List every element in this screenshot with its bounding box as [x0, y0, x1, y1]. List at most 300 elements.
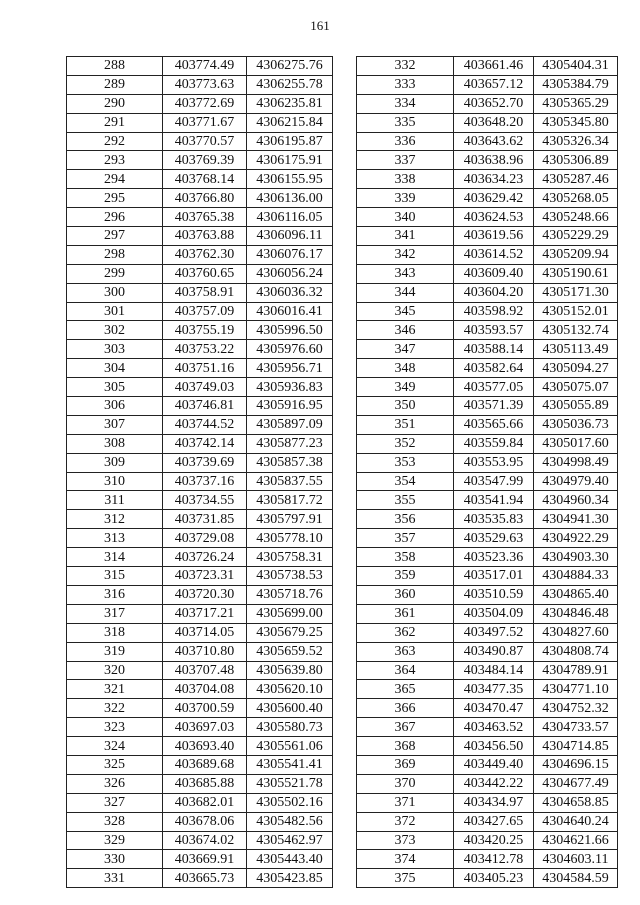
coordinates-table-left	[66, 56, 333, 888]
y-coordinate-cell: 4305306.89	[534, 151, 618, 170]
x-coordinate-cell: 403697.03	[163, 718, 247, 737]
table-row	[67, 567, 333, 586]
y-coordinate-cell: 4306255.78	[247, 75, 333, 94]
x-coordinate-cell: 403762.30	[163, 245, 247, 264]
point-number-cell: 363	[357, 642, 454, 661]
table-row	[67, 75, 333, 94]
y-coordinate-cell: 4304846.48	[534, 604, 618, 623]
point-number-cell: 353	[357, 453, 454, 472]
point-number-cell: 365	[357, 680, 454, 699]
y-coordinate-cell: 4305365.29	[534, 94, 618, 113]
y-coordinate-cell: 4305580.73	[247, 718, 333, 737]
x-coordinate-cell: 403763.88	[163, 227, 247, 246]
x-coordinate-cell: 403758.91	[163, 283, 247, 302]
table-row	[67, 831, 333, 850]
x-coordinate-cell: 403689.68	[163, 755, 247, 774]
table-row	[357, 227, 618, 246]
x-coordinate-cell: 403768.14	[163, 170, 247, 189]
point-number-cell: 355	[357, 491, 454, 510]
y-coordinate-cell: 4304677.49	[534, 774, 618, 793]
table-row	[357, 623, 618, 642]
x-coordinate-cell: 403588.14	[454, 340, 534, 359]
x-coordinate-cell: 403559.84	[454, 434, 534, 453]
x-coordinate-cell: 403770.57	[163, 132, 247, 151]
table-row	[67, 699, 333, 718]
point-number-cell: 364	[357, 661, 454, 680]
table-row	[357, 378, 618, 397]
y-coordinate-cell: 4306215.84	[247, 113, 333, 132]
point-number-cell: 368	[357, 737, 454, 756]
coordinates-table-right	[356, 56, 618, 888]
point-number-cell: 323	[67, 718, 163, 737]
x-coordinate-cell: 403609.40	[454, 264, 534, 283]
x-coordinate-cell: 403643.62	[454, 132, 534, 151]
point-number-cell: 306	[67, 397, 163, 416]
x-coordinate-cell: 403442.22	[454, 774, 534, 793]
x-coordinate-cell: 403765.38	[163, 208, 247, 227]
point-number-cell: 310	[67, 472, 163, 491]
point-number-cell: 292	[67, 132, 163, 151]
table-row	[357, 850, 618, 869]
point-number-cell: 314	[67, 548, 163, 567]
x-coordinate-cell: 403739.69	[163, 453, 247, 472]
y-coordinate-cell: 4305996.50	[247, 321, 333, 340]
x-coordinate-cell: 403774.49	[163, 57, 247, 76]
point-number-cell: 357	[357, 529, 454, 548]
y-coordinate-cell: 4304771.10	[534, 680, 618, 699]
table-row	[357, 774, 618, 793]
y-coordinate-cell: 4306056.24	[247, 264, 333, 283]
x-coordinate-cell: 403434.97	[454, 793, 534, 812]
y-coordinate-cell: 4305738.53	[247, 567, 333, 586]
table-row	[67, 321, 333, 340]
table-row	[67, 680, 333, 699]
point-number-cell: 298	[67, 245, 163, 264]
point-number-cell: 341	[357, 227, 454, 246]
y-coordinate-cell: 4305639.80	[247, 661, 333, 680]
table-row	[67, 245, 333, 264]
point-number-cell: 358	[357, 548, 454, 567]
y-coordinate-cell: 4305171.30	[534, 283, 618, 302]
point-number-cell: 342	[357, 245, 454, 264]
x-coordinate-cell: 403412.78	[454, 850, 534, 869]
x-coordinate-cell: 403737.16	[163, 472, 247, 491]
x-coordinate-cell: 403484.14	[454, 661, 534, 680]
x-coordinate-cell: 403772.69	[163, 94, 247, 113]
table-row	[67, 529, 333, 548]
x-coordinate-cell: 403771.67	[163, 113, 247, 132]
x-coordinate-cell: 403470.47	[454, 699, 534, 718]
point-number-cell: 356	[357, 510, 454, 529]
x-coordinate-cell: 403577.05	[454, 378, 534, 397]
x-coordinate-cell: 403773.63	[163, 75, 247, 94]
y-coordinate-cell: 4305482.56	[247, 812, 333, 831]
point-number-cell: 288	[67, 57, 163, 76]
y-coordinate-cell: 4305541.41	[247, 755, 333, 774]
y-coordinate-cell: 4304584.59	[534, 869, 618, 888]
point-number-cell: 316	[67, 585, 163, 604]
y-coordinate-cell: 4305521.78	[247, 774, 333, 793]
table-row	[67, 397, 333, 416]
x-coordinate-cell: 403598.92	[454, 302, 534, 321]
y-coordinate-cell: 4305857.38	[247, 453, 333, 472]
y-coordinate-cell: 4304998.49	[534, 453, 618, 472]
table-row	[67, 415, 333, 434]
point-number-cell: 338	[357, 170, 454, 189]
point-number-cell: 375	[357, 869, 454, 888]
y-coordinate-cell: 4306175.91	[247, 151, 333, 170]
x-coordinate-cell: 403504.09	[454, 604, 534, 623]
x-coordinate-cell: 403614.52	[454, 245, 534, 264]
point-number-cell: 317	[67, 604, 163, 623]
y-coordinate-cell: 4306136.00	[247, 189, 333, 208]
table-row	[67, 189, 333, 208]
y-coordinate-cell: 4305877.23	[247, 434, 333, 453]
point-number-cell: 362	[357, 623, 454, 642]
table-row	[357, 170, 618, 189]
table-row	[67, 472, 333, 491]
table-row	[357, 718, 618, 737]
point-number-cell: 340	[357, 208, 454, 227]
table-row	[357, 548, 618, 567]
y-coordinate-cell: 4305287.46	[534, 170, 618, 189]
table-row	[357, 642, 618, 661]
table-row	[67, 264, 333, 283]
x-coordinate-cell: 403678.06	[163, 812, 247, 831]
y-coordinate-cell: 4306155.95	[247, 170, 333, 189]
y-coordinate-cell: 4305036.73	[534, 415, 618, 434]
x-coordinate-cell: 403565.66	[454, 415, 534, 434]
x-coordinate-cell: 403717.21	[163, 604, 247, 623]
table-row	[357, 812, 618, 831]
point-number-cell: 295	[67, 189, 163, 208]
x-coordinate-cell: 403652.70	[454, 94, 534, 113]
x-coordinate-cell: 403766.80	[163, 189, 247, 208]
x-coordinate-cell: 403707.48	[163, 661, 247, 680]
table-row	[67, 774, 333, 793]
x-coordinate-cell: 403593.57	[454, 321, 534, 340]
x-coordinate-cell: 403619.56	[454, 227, 534, 246]
point-number-cell: 371	[357, 793, 454, 812]
point-number-cell: 297	[67, 227, 163, 246]
table-row	[67, 585, 333, 604]
point-number-cell: 289	[67, 75, 163, 94]
x-coordinate-cell: 403523.36	[454, 548, 534, 567]
page-number: 161	[310, 18, 330, 33]
x-coordinate-cell: 403753.22	[163, 340, 247, 359]
point-number-cell: 322	[67, 699, 163, 718]
x-coordinate-cell: 403661.46	[454, 57, 534, 76]
point-number-cell: 312	[67, 510, 163, 529]
table-row	[67, 113, 333, 132]
table-row	[357, 264, 618, 283]
point-number-cell: 294	[67, 170, 163, 189]
y-coordinate-cell: 4305956.71	[247, 359, 333, 378]
table-row	[67, 812, 333, 831]
point-number-cell: 360	[357, 585, 454, 604]
x-coordinate-cell: 403720.30	[163, 585, 247, 604]
point-number-cell: 305	[67, 378, 163, 397]
table-row	[357, 567, 618, 586]
point-number-cell: 324	[67, 737, 163, 756]
y-coordinate-cell: 4304960.34	[534, 491, 618, 510]
point-number-cell: 345	[357, 302, 454, 321]
x-coordinate-cell: 403714.05	[163, 623, 247, 642]
table-row	[67, 378, 333, 397]
y-coordinate-cell: 4304941.30	[534, 510, 618, 529]
point-number-cell: 367	[357, 718, 454, 737]
table-row	[357, 208, 618, 227]
y-coordinate-cell: 4305600.40	[247, 699, 333, 718]
y-coordinate-cell: 4305462.97	[247, 831, 333, 850]
y-coordinate-cell: 4305837.55	[247, 472, 333, 491]
y-coordinate-cell: 4306195.87	[247, 132, 333, 151]
table-row	[67, 623, 333, 642]
y-coordinate-cell: 4304696.15	[534, 755, 618, 774]
y-coordinate-cell: 4305976.60	[247, 340, 333, 359]
x-coordinate-cell: 403723.31	[163, 567, 247, 586]
table-row	[67, 227, 333, 246]
y-coordinate-cell: 4305075.07	[534, 378, 618, 397]
table-row	[67, 283, 333, 302]
point-number-cell: 361	[357, 604, 454, 623]
y-coordinate-cell: 4306096.11	[247, 227, 333, 246]
y-coordinate-cell: 4305443.40	[247, 850, 333, 869]
y-coordinate-cell: 4304658.85	[534, 793, 618, 812]
table-row	[67, 94, 333, 113]
y-coordinate-cell: 4305423.85	[247, 869, 333, 888]
y-coordinate-cell: 4305659.52	[247, 642, 333, 661]
y-coordinate-cell: 4305404.31	[534, 57, 618, 76]
table-row	[357, 755, 618, 774]
y-coordinate-cell: 4305017.60	[534, 434, 618, 453]
y-coordinate-cell: 4305620.10	[247, 680, 333, 699]
x-coordinate-cell: 403629.42	[454, 189, 534, 208]
table-row	[67, 340, 333, 359]
y-coordinate-cell: 4306016.41	[247, 302, 333, 321]
x-coordinate-cell: 403582.64	[454, 359, 534, 378]
y-coordinate-cell: 4305817.72	[247, 491, 333, 510]
point-number-cell: 301	[67, 302, 163, 321]
point-number-cell: 303	[67, 340, 163, 359]
point-number-cell: 334	[357, 94, 454, 113]
table-row	[357, 75, 618, 94]
table-row	[357, 94, 618, 113]
point-number-cell: 308	[67, 434, 163, 453]
x-coordinate-cell: 403427.65	[454, 812, 534, 831]
x-coordinate-cell: 403749.03	[163, 378, 247, 397]
table-row	[67, 793, 333, 812]
point-number-cell: 290	[67, 94, 163, 113]
table-row	[67, 869, 333, 888]
point-number-cell: 315	[67, 567, 163, 586]
point-number-cell: 339	[357, 189, 454, 208]
y-coordinate-cell: 4304640.24	[534, 812, 618, 831]
x-coordinate-cell: 403604.20	[454, 283, 534, 302]
table-row	[67, 737, 333, 756]
table-row	[67, 170, 333, 189]
x-coordinate-cell: 403477.35	[454, 680, 534, 699]
point-number-cell: 291	[67, 113, 163, 132]
point-number-cell: 327	[67, 793, 163, 812]
x-coordinate-cell: 403704.08	[163, 680, 247, 699]
y-coordinate-cell: 4306275.76	[247, 57, 333, 76]
table-row	[67, 434, 333, 453]
x-coordinate-cell: 403490.87	[454, 642, 534, 661]
point-number-cell: 325	[67, 755, 163, 774]
y-coordinate-cell: 4305229.29	[534, 227, 618, 246]
table-row	[67, 453, 333, 472]
point-number-cell: 336	[357, 132, 454, 151]
point-number-cell: 346	[357, 321, 454, 340]
table-row	[357, 585, 618, 604]
y-coordinate-cell: 4305936.83	[247, 378, 333, 397]
table-row	[357, 604, 618, 623]
point-number-cell: 372	[357, 812, 454, 831]
table-row	[357, 321, 618, 340]
x-coordinate-cell: 403769.39	[163, 151, 247, 170]
y-coordinate-cell: 4304903.30	[534, 548, 618, 567]
y-coordinate-cell: 4304733.57	[534, 718, 618, 737]
x-coordinate-cell: 403571.39	[454, 397, 534, 416]
y-coordinate-cell: 4305152.01	[534, 302, 618, 321]
table-row	[357, 132, 618, 151]
y-coordinate-cell: 4305758.31	[247, 548, 333, 567]
x-coordinate-cell: 403760.65	[163, 264, 247, 283]
x-coordinate-cell: 403731.85	[163, 510, 247, 529]
point-number-cell: 332	[357, 57, 454, 76]
point-number-cell: 369	[357, 755, 454, 774]
y-coordinate-cell: 4304621.66	[534, 831, 618, 850]
x-coordinate-cell: 403463.52	[454, 718, 534, 737]
table-row	[357, 302, 618, 321]
point-number-cell: 319	[67, 642, 163, 661]
y-coordinate-cell: 4305132.74	[534, 321, 618, 340]
y-coordinate-cell: 4304789.91	[534, 661, 618, 680]
point-number-cell: 330	[67, 850, 163, 869]
table-row	[67, 359, 333, 378]
x-coordinate-cell: 403638.96	[454, 151, 534, 170]
point-number-cell: 309	[67, 453, 163, 472]
point-number-cell: 343	[357, 264, 454, 283]
table-row	[357, 453, 618, 472]
table-row	[357, 340, 618, 359]
x-coordinate-cell: 403449.40	[454, 755, 534, 774]
table-row	[67, 510, 333, 529]
point-number-cell: 321	[67, 680, 163, 699]
point-number-cell: 359	[357, 567, 454, 586]
y-coordinate-cell: 4305326.34	[534, 132, 618, 151]
table-row	[67, 604, 333, 623]
x-coordinate-cell: 403529.63	[454, 529, 534, 548]
table-row	[357, 113, 618, 132]
point-number-cell: 366	[357, 699, 454, 718]
x-coordinate-cell: 403669.91	[163, 850, 247, 869]
point-number-cell: 320	[67, 661, 163, 680]
point-number-cell: 333	[357, 75, 454, 94]
table-row	[357, 869, 618, 888]
y-coordinate-cell: 4305502.16	[247, 793, 333, 812]
x-coordinate-cell: 403700.59	[163, 699, 247, 718]
y-coordinate-cell: 4305797.91	[247, 510, 333, 529]
point-number-cell: 299	[67, 264, 163, 283]
point-number-cell: 352	[357, 434, 454, 453]
y-coordinate-cell: 4305055.89	[534, 397, 618, 416]
x-coordinate-cell: 403685.88	[163, 774, 247, 793]
table-row	[67, 850, 333, 869]
point-number-cell: 347	[357, 340, 454, 359]
x-coordinate-cell: 403510.59	[454, 585, 534, 604]
y-coordinate-cell: 4305718.76	[247, 585, 333, 604]
table-row	[357, 151, 618, 170]
y-coordinate-cell: 4304884.33	[534, 567, 618, 586]
table-row	[357, 189, 618, 208]
y-coordinate-cell: 4306036.32	[247, 283, 333, 302]
point-number-cell: 326	[67, 774, 163, 793]
y-coordinate-cell: 4306235.81	[247, 94, 333, 113]
x-coordinate-cell: 403734.55	[163, 491, 247, 510]
table-row	[357, 510, 618, 529]
x-coordinate-cell: 403665.73	[163, 869, 247, 888]
table-row	[357, 737, 618, 756]
point-number-cell: 373	[357, 831, 454, 850]
x-coordinate-cell: 403648.20	[454, 113, 534, 132]
x-coordinate-cell: 403729.08	[163, 529, 247, 548]
point-number-cell: 328	[67, 812, 163, 831]
table-row	[357, 793, 618, 812]
x-coordinate-cell: 403535.83	[454, 510, 534, 529]
y-coordinate-cell: 4305248.66	[534, 208, 618, 227]
y-coordinate-cell: 4304865.40	[534, 585, 618, 604]
table-row	[357, 415, 618, 434]
y-coordinate-cell: 4305113.49	[534, 340, 618, 359]
y-coordinate-cell: 4305190.61	[534, 264, 618, 283]
table-row	[67, 718, 333, 737]
point-number-cell: 335	[357, 113, 454, 132]
table-row	[357, 397, 618, 416]
table-row	[357, 472, 618, 491]
y-coordinate-cell: 4304827.60	[534, 623, 618, 642]
point-number-cell: 370	[357, 774, 454, 793]
table-row	[67, 548, 333, 567]
table-row	[67, 661, 333, 680]
point-number-cell: 350	[357, 397, 454, 416]
x-coordinate-cell: 403634.23	[454, 170, 534, 189]
point-number-cell: 296	[67, 208, 163, 227]
y-coordinate-cell: 4305268.05	[534, 189, 618, 208]
y-coordinate-cell: 4304922.29	[534, 529, 618, 548]
x-coordinate-cell: 403726.24	[163, 548, 247, 567]
table-row	[67, 132, 333, 151]
point-number-cell: 351	[357, 415, 454, 434]
table-row	[357, 57, 618, 76]
x-coordinate-cell: 403742.14	[163, 434, 247, 453]
point-number-cell: 374	[357, 850, 454, 869]
y-coordinate-cell: 4305778.10	[247, 529, 333, 548]
point-number-cell: 311	[67, 491, 163, 510]
point-number-cell: 354	[357, 472, 454, 491]
x-coordinate-cell: 403674.02	[163, 831, 247, 850]
table-row	[67, 755, 333, 774]
point-number-cell: 300	[67, 283, 163, 302]
table-row	[67, 491, 333, 510]
x-coordinate-cell: 403547.99	[454, 472, 534, 491]
y-coordinate-cell: 4305897.09	[247, 415, 333, 434]
table-row	[357, 661, 618, 680]
y-coordinate-cell: 4304603.11	[534, 850, 618, 869]
point-number-cell: 293	[67, 151, 163, 170]
point-number-cell: 337	[357, 151, 454, 170]
